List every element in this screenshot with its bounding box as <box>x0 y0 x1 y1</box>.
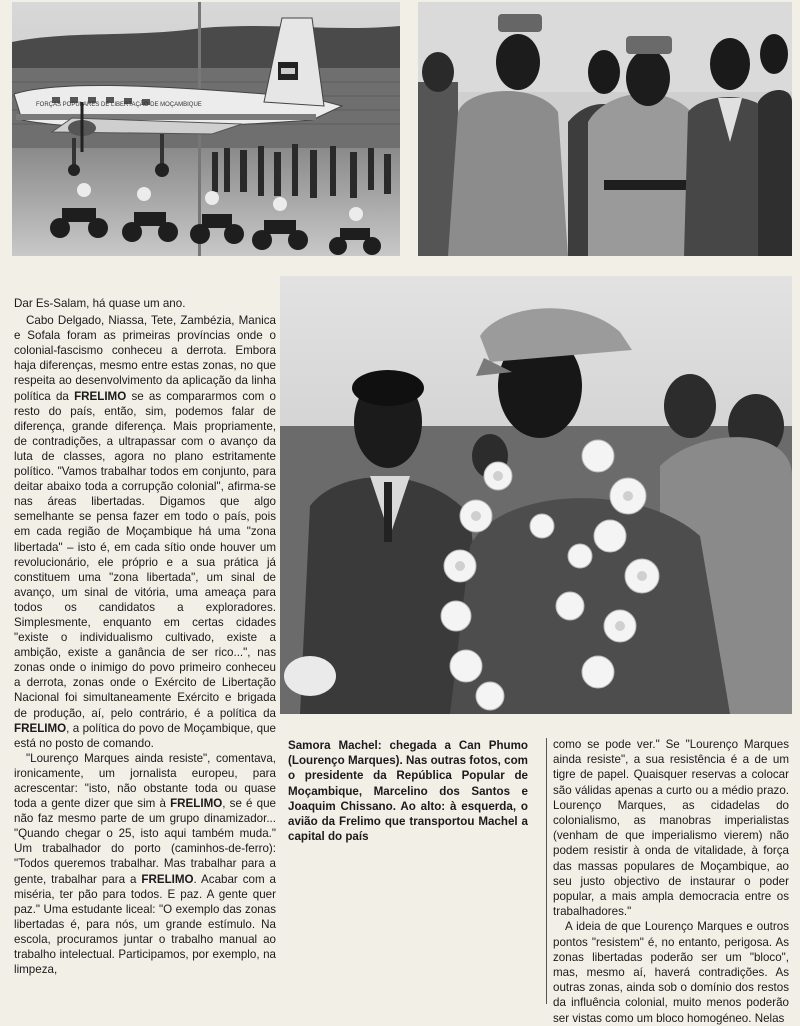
article-paragraph: Cabo Delgado, Niassa, Tete, Zambézia, Manica e Sofala foram as primeiras províncias onde o colonial-fascismo conheceu a derrota. Embora haja diferenças, mesmo entre estas zonas, no que respeita ao desenvolvimento da aplicação da linha política da FRELIMO se as compararmos com o resto do país, então, sim, podemos falar de diferença, grande diferença. Mais propriamente, de contradições, a ultrapassar com o avanço da luta de classes, agora no plano estritamente político. "Vamos trabalhar todos em conjunto, para deitar abaixo toda a corrupção colonial", afirma-se nas áreas libertadas. Digamos que algo semelhante se pensa fazer em todo o país, pois em cada região de Moçambique há uma "zona libertada" – isto é, em cada sítio onde houver um revolucionário, ele próprio e a sua prática já constituem uma "zona libertada", um sinal de avanço, um sinal de vitória, uma ameaça para todos os candidatos a exploradores. Simplesmente, enquanto em certas cidades "existe o individualismo cultivado, existe a ambição, existe a ganância de ser rico...", nas zonas onde o inimigo do povo primeiro conheceu a derrota, zonas onde o Exército de Libertação Nacional foi simultaneamente Exército e brigada de produção, aí, pelo contrário, é a política da FRELIMO, a política do povo de Moçambique, que está no posto de comando. <box>14 314 276 750</box>
article-paragraph: A ideia de que Lourenço Marques e outros pontos "resistem" é, no entanto, perigosa. As zonas libertadas poderão ser um "bloco", mas, mesmo aí, haverá contradições. As outras zonas, ainda sob o domínio dos restos da influência colonial, muito menos poderão ser vistas como um bloco homogéneo. Nelas <box>553 920 789 1025</box>
article-paragraph: Dar Es-Salam, há quase um ano. <box>14 297 186 310</box>
article-right-column <box>553 737 789 1026</box>
photo-caption: Samora Machel: chegada a Can Phumo (Lourenço Marques). Nas outras fotos, com o presidente da República Popular de Moçambique, Marcelino dos Santos e Joaquim Chissano. Ao alto: à esquerda, o avião da Frelimo que transportou Machel a capital do país <box>288 739 528 844</box>
column-divider <box>546 738 547 1004</box>
article-paragraph: "Lourenço Marques ainda resiste", comentava, ironicamente, um jornalista europeu, para acrescentar: "isto, não obstante toda ou quase toda a gente dizer que sim à FRELIMO, se é que não faz mesmo parte de um grupo dinamizador... "Quando chegar o 25, isto aqui também muda." Um trabalhador do porto (caminhos-de-ferro): "Todos queremos trabalhar. Mas trabalhar para a gente, trabalhar para a FRELIMO. Acabar com a miséria, ter pão para todos. E paz. A gente quer paz." Uma estudante liceal: "O exemplo das zonas libertadas é, para nós, um grande estímulo. Na escola, procuramos juntar o trabalho manual ao trabalho intelectual. Participamos, por exemplo, na limpeza, <box>14 751 276 977</box>
samora-machel-garland-photo <box>280 276 792 714</box>
group-portrait-photo <box>418 2 792 256</box>
article-paragraph: como se pode ver." Se "Lourenço Marques ainda resiste", a sua resistência é a de um tigre de papel. Quaisquer reservas a colocar são válidas apenas a curto ou a médio prazo. Lourenço Marques, as cidadelas do colonialismo, as manobras imperialistas (venham de que imperialismo vierem) não podem resistir à onda de vitalidade, à força das massas populares de Moçambique, ao seu justo objectivo de instaurar o poder popular, a mais ampla democracia entre os trabalhadores." <box>553 738 789 919</box>
plane-lettering: FORÇAS POPULARES DE LIBERTAÇÃO DE MOÇAMBIQUE <box>36 102 202 108</box>
article-left-column <box>14 296 276 977</box>
airplane-photo <box>12 2 400 256</box>
